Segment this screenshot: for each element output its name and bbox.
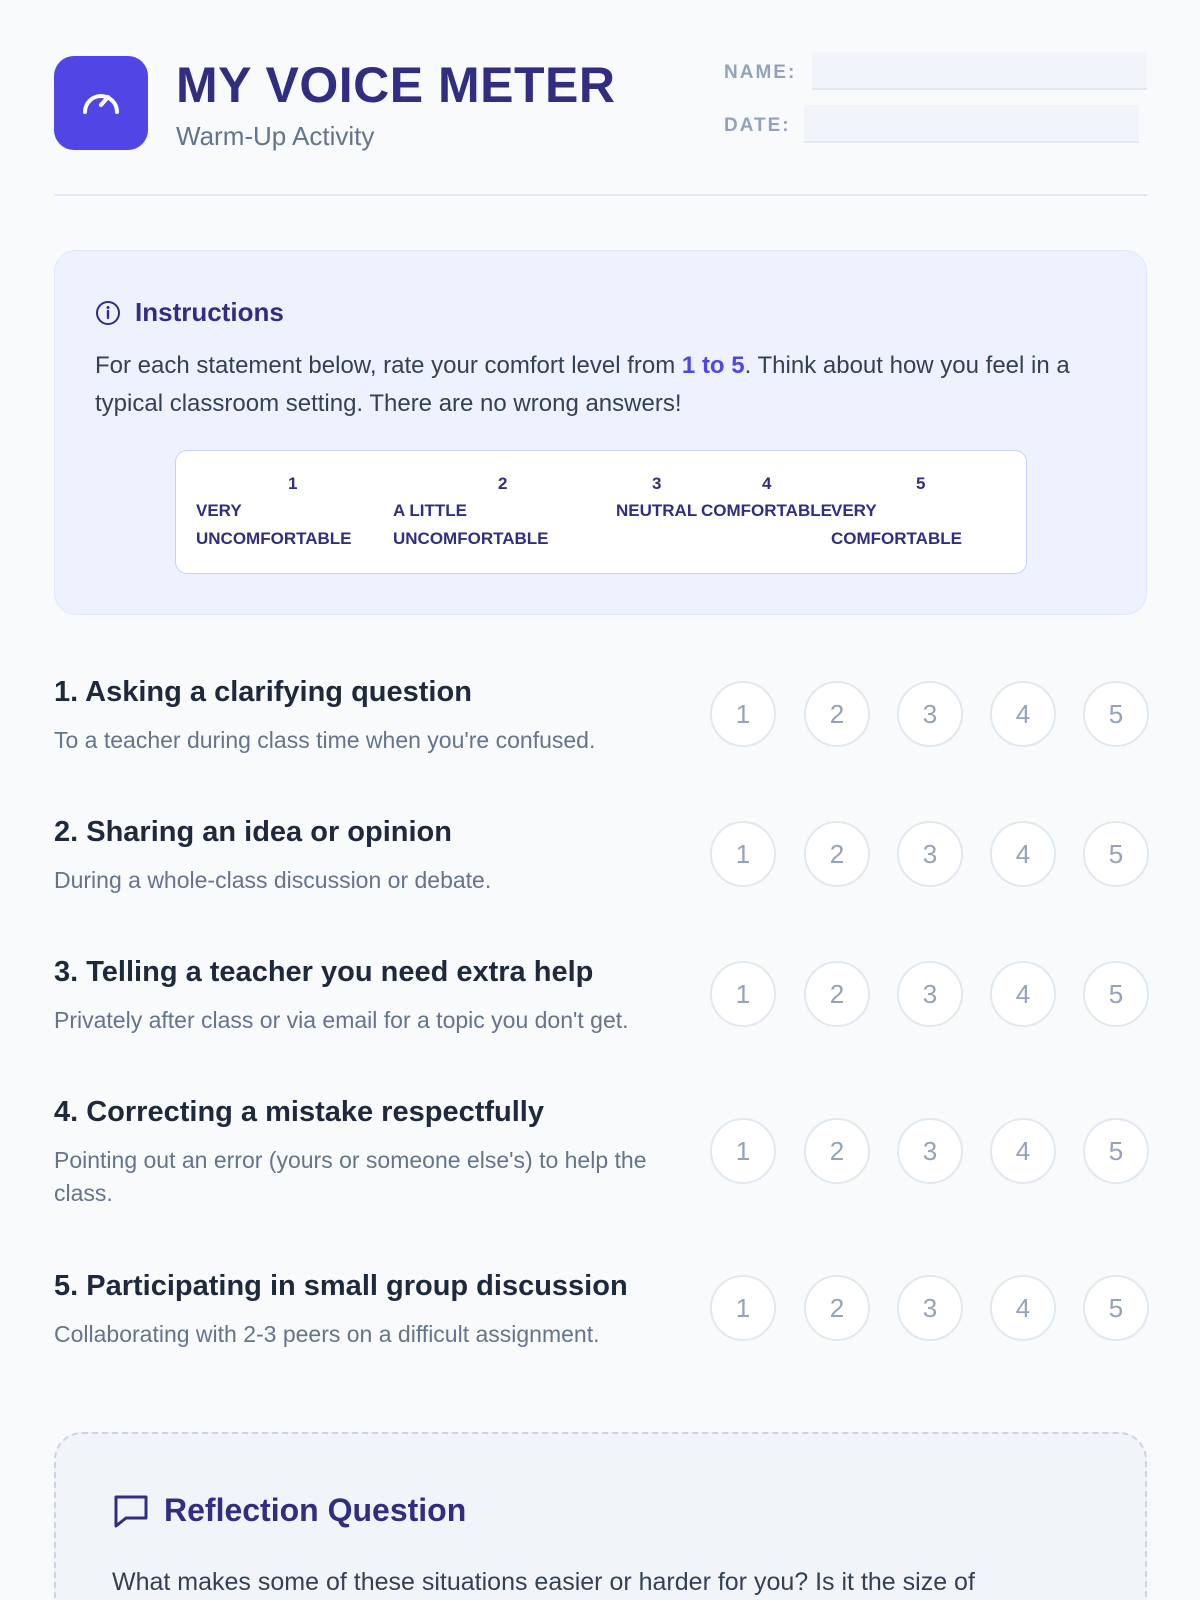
scale-number: 4 — [762, 474, 772, 493]
rating-option-4[interactable]: 4 — [990, 961, 1056, 1027]
scale-number: 1 — [288, 474, 298, 493]
scale-number: 5 — [916, 474, 926, 493]
rating-option-5[interactable]: 5 — [1083, 1118, 1149, 1184]
rating-option-1[interactable]: 1 — [710, 821, 776, 887]
reflection-heading-text: Reflection Question — [164, 1492, 467, 1528]
question-title: 5. Participating in small group discussion — [54, 1270, 628, 1302]
rating-option-1[interactable]: 1 — [710, 1275, 776, 1341]
speedometer-icon — [54, 56, 148, 150]
rating-option-4[interactable]: 4 — [990, 821, 1056, 887]
scale-label-line: UNCOMFORTABLE — [393, 529, 549, 548]
rating-option-3[interactable]: 3 — [897, 1275, 963, 1341]
scale-label-line: UNCOMFORTABLE — [196, 529, 352, 548]
instructions-text — [95, 347, 1105, 423]
question-title: 1. Asking a clarifying question — [54, 676, 472, 708]
instructions-text-part: For each statement below, rate your comfort level from — [95, 352, 682, 379]
rating-option-2[interactable]: 2 — [804, 1118, 870, 1184]
rating-option-1[interactable]: 1 — [710, 961, 776, 1027]
question-description: To a teacher during class time when you're confused. — [54, 727, 596, 753]
question-description: Privately after class or via email for a topic you don't get. — [54, 1007, 629, 1033]
rating-option-3[interactable]: 3 — [897, 1118, 963, 1184]
rating-option-3[interactable]: 3 — [897, 821, 963, 887]
scale-label-line: VERY — [196, 501, 242, 520]
scale-label-line: VERY — [831, 501, 877, 520]
rating-option-5[interactable]: 5 — [1083, 821, 1149, 887]
chat-bubble-icon — [112, 1493, 150, 1529]
header — [54, 56, 1147, 196]
scale-label — [393, 497, 549, 553]
rating-option-3[interactable]: 3 — [897, 681, 963, 747]
rating-option-5[interactable]: 5 — [1083, 961, 1149, 1027]
reflection-heading — [112, 1492, 466, 1529]
page-subtitle: Warm-Up Activity — [176, 121, 375, 151]
instructions-heading — [95, 297, 284, 328]
rating-scale-key — [175, 450, 1027, 574]
instructions-heading-text: Instructions — [135, 297, 284, 327]
date-label: DATE: — [724, 115, 791, 136]
scale-number: 3 — [652, 474, 662, 493]
scale-label — [196, 497, 352, 553]
worksheet-page — [54, 0, 1147, 1600]
rating-option-1[interactable]: 1 — [710, 681, 776, 747]
header-divider — [54, 194, 1147, 196]
question-description: Pointing out an error (yours or someone else's) to help the class. — [54, 1147, 647, 1206]
reflection-panel — [54, 1432, 1147, 1600]
scale-label — [831, 497, 962, 553]
instructions-highlight: 1 to 5 — [681, 352, 745, 379]
scale-label-line: A LITTLE — [393, 501, 467, 520]
reflection-text: What makes some of these situations easier or harder for you? Is it the size of — [112, 1568, 975, 1596]
rating-option-1[interactable]: 1 — [710, 1118, 776, 1184]
rating-option-2[interactable]: 2 — [804, 681, 870, 747]
rating-option-4[interactable]: 4 — [990, 681, 1056, 747]
rating-option-2[interactable]: 2 — [804, 1275, 870, 1341]
rating-option-5[interactable]: 5 — [1083, 1275, 1149, 1341]
info-icon — [95, 300, 121, 326]
question-description: Collaborating with 2-3 peers on a difficult assignment. — [54, 1321, 600, 1347]
question-description: During a whole-class discussion or debate. — [54, 867, 492, 893]
scale-label: COMFORTABLE — [701, 501, 832, 520]
scale-label: NEUTRAL — [616, 501, 698, 520]
scale-number: 2 — [498, 474, 508, 493]
instructions-text-part: . Think about how you feel in a typical classroom setting. There are no wrong answers! — [95, 352, 1070, 417]
question-title: 2. Sharing an idea or opinion — [54, 816, 452, 848]
instructions-panel — [54, 250, 1147, 615]
rating-option-4[interactable]: 4 — [990, 1118, 1056, 1184]
rating-option-5[interactable]: 5 — [1083, 681, 1149, 747]
rating-option-3[interactable]: 3 — [897, 961, 963, 1027]
question-title: 4. Correcting a mistake respectfully — [54, 1096, 544, 1128]
scale-label-line: COMFORTABLE — [831, 529, 962, 548]
page-title: MY VOICE METER — [176, 57, 616, 113]
rating-option-2[interactable]: 2 — [804, 961, 870, 1027]
rating-option-2[interactable]: 2 — [804, 821, 870, 887]
name-field[interactable] — [812, 52, 1147, 90]
name-label: NAME: — [724, 62, 797, 83]
date-field[interactable] — [804, 105, 1139, 143]
rating-option-4[interactable]: 4 — [990, 1275, 1056, 1341]
question-title: 3. Telling a teacher you need extra help — [54, 956, 594, 988]
